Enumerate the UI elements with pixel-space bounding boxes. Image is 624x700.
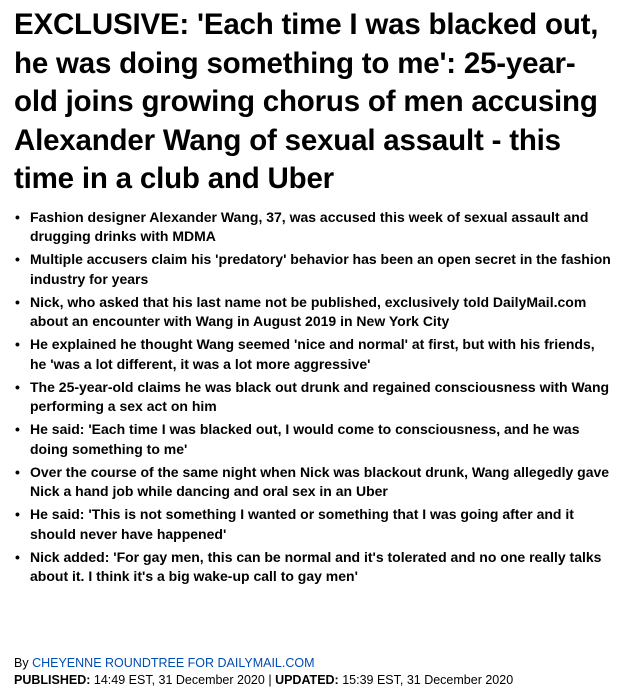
updated-date: 15:39 EST, 31 December 2020 bbox=[342, 673, 514, 687]
summary-bullet bbox=[14, 463, 614, 502]
bullet-icon: • bbox=[15, 548, 20, 565]
bullet-icon: • bbox=[15, 251, 20, 267]
bullet-icon: • bbox=[15, 506, 20, 522]
summary-bullet bbox=[14, 250, 614, 289]
summary-bullet bbox=[14, 420, 614, 459]
summary-bullet bbox=[14, 293, 614, 332]
byline-block bbox=[14, 655, 513, 689]
bullet-icon: • bbox=[15, 293, 20, 310]
summary-bullet bbox=[14, 335, 614, 374]
bullet-icon: • bbox=[15, 463, 20, 480]
bullet-text: Nick, who asked that his last name not be published, exclusively told DailyMail.com about an encounter with Wang in August 2019 in New York City bbox=[30, 293, 587, 329]
author-link[interactable]: CHEYENNE ROUNDTREE FOR DAILYMAIL.COM bbox=[32, 656, 315, 670]
bullet-text: He said: 'This is not something I wanted or something that I was going after and it should never have happened' bbox=[30, 506, 574, 542]
summary-bullet bbox=[14, 548, 614, 587]
bullet-text: Over the course of the same night when Nick was blackout drunk, Wang allegedly gave Nick a hand job while dancing and oral sex in an Uber bbox=[30, 463, 610, 499]
published-date: 14:49 EST, 31 December 2020 bbox=[93, 673, 265, 687]
published-label: PUBLISHED: bbox=[14, 673, 91, 687]
bullet-icon: • bbox=[15, 421, 20, 437]
bullet-icon: • bbox=[15, 336, 20, 352]
bullet-icon: • bbox=[15, 378, 20, 395]
date-separator: | bbox=[268, 673, 272, 687]
byline bbox=[14, 655, 513, 672]
bullet-text: The 25-year-old claims he was black out drunk and regained consciousness with Wang performing a sex act on him bbox=[30, 378, 610, 414]
summary-bullet bbox=[14, 378, 614, 417]
bullet-text: Nick added: 'For gay men, this can be normal and it's tolerated and no one really talks about it. I think it's a big wake-up call to gay men' bbox=[30, 548, 602, 584]
updated-label: UPDATED: bbox=[275, 673, 339, 687]
bullet-text: Fashion designer Alexander Wang, 37, was accused this week of sexual assault and drugging drinks with MDMA bbox=[30, 208, 589, 244]
publish-dates bbox=[14, 672, 513, 689]
article-headline: EXCLUSIVE: 'Each time I was blacked out, he was doing something to me': 25-year-old joins growing chorus of men accusing Alexander Wang of sexual assault - this time in a club and Uber bbox=[14, 8, 599, 195]
summary-bullet bbox=[14, 208, 614, 247]
summary-bullet bbox=[14, 505, 614, 544]
byline-prefix: By bbox=[14, 656, 29, 670]
bullet-icon: • bbox=[15, 208, 20, 225]
bullet-text: Multiple accusers claim his 'predatory' behavior has been an open secret in the fashion industry for years bbox=[30, 251, 611, 287]
summary-bullets bbox=[14, 208, 614, 587]
bullet-text: He explained he thought Wang seemed 'nice and normal' at first, but with his friends, he 'was a lot different, it was a lot more aggressive' bbox=[30, 336, 595, 372]
bullet-text: He said: 'Each time I was blacked out, I would come to consciousness, and he was doing something to me' bbox=[30, 421, 580, 457]
